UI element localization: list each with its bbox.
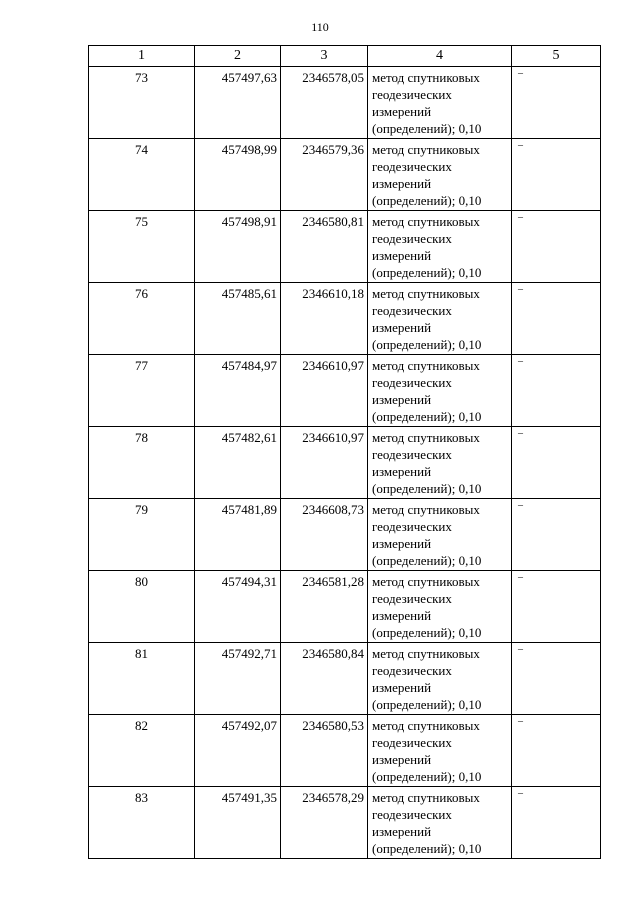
- method-line-2: геодезических: [372, 87, 452, 102]
- method-line-4: (определений); 0,10: [372, 193, 482, 208]
- table-row: [89, 715, 601, 787]
- note-cell: –: [512, 427, 601, 499]
- note-cell: –: [512, 715, 601, 787]
- method-line-1: метод спутниковых: [372, 718, 480, 733]
- point-number: 75: [89, 211, 195, 283]
- method-line-3: измерений: [372, 536, 432, 551]
- coordinate-y: 2346610,97: [281, 355, 368, 427]
- method-line-3: измерений: [372, 104, 432, 119]
- column-header-3: 3: [281, 46, 368, 67]
- method-line-2: геодезических: [372, 807, 452, 822]
- note-cell: –: [512, 787, 601, 859]
- table-row: [89, 499, 601, 571]
- table-row: [89, 427, 601, 499]
- coordinate-y: 2346610,97: [281, 427, 368, 499]
- method-line-4: (определений); 0,10: [372, 841, 482, 856]
- column-header-2: 2: [195, 46, 281, 67]
- coordinate-x: 457497,63: [195, 67, 281, 139]
- coordinate-y: 2346580,84: [281, 643, 368, 715]
- note-cell: –: [512, 139, 601, 211]
- method-line-1: метод спутниковых: [372, 646, 480, 661]
- point-number: 81: [89, 643, 195, 715]
- table-body: [89, 67, 601, 859]
- method-line-3: измерений: [372, 608, 432, 623]
- table-row: [89, 787, 601, 859]
- coordinate-y: 2346580,53: [281, 715, 368, 787]
- method-line-4: (определений); 0,10: [372, 625, 482, 640]
- method-line-4: (определений); 0,10: [372, 265, 482, 280]
- method-line-2: геодезических: [372, 663, 452, 678]
- method-description: [368, 643, 512, 715]
- method-description: [368, 715, 512, 787]
- method-line-4: (определений); 0,10: [372, 481, 482, 496]
- method-line-2: геодезических: [372, 447, 452, 462]
- note-cell: –: [512, 643, 601, 715]
- method-line-4: (определений); 0,10: [372, 409, 482, 424]
- method-line-1: метод спутниковых: [372, 214, 480, 229]
- coordinate-y: 2346579,36: [281, 139, 368, 211]
- method-line-1: метод спутниковых: [372, 358, 480, 373]
- method-line-2: геодезических: [372, 735, 452, 750]
- table-row: [89, 355, 601, 427]
- coordinates-table: [88, 45, 601, 859]
- column-header-5: 5: [512, 46, 601, 67]
- coordinate-x: 457492,71: [195, 643, 281, 715]
- method-description: [368, 283, 512, 355]
- method-line-2: геодезических: [372, 231, 452, 246]
- method-line-1: метод спутниковых: [372, 502, 480, 517]
- note-cell: –: [512, 499, 601, 571]
- method-line-1: метод спутниковых: [372, 286, 480, 301]
- table-row: [89, 571, 601, 643]
- note-cell: –: [512, 283, 601, 355]
- point-number: 73: [89, 67, 195, 139]
- method-line-1: метод спутниковых: [372, 142, 480, 157]
- coordinate-x: 457484,97: [195, 355, 281, 427]
- coordinate-x: 457494,31: [195, 571, 281, 643]
- method-description: [368, 499, 512, 571]
- table-row: [89, 211, 601, 283]
- point-number: 80: [89, 571, 195, 643]
- note-cell: –: [512, 67, 601, 139]
- point-number: 77: [89, 355, 195, 427]
- method-description: [368, 67, 512, 139]
- method-line-1: метод спутниковых: [372, 574, 480, 589]
- method-line-4: (определений); 0,10: [372, 697, 482, 712]
- method-line-1: метод спутниковых: [372, 430, 480, 445]
- point-number: 78: [89, 427, 195, 499]
- method-description: [368, 211, 512, 283]
- column-header-4: 4: [368, 46, 512, 67]
- point-number: 79: [89, 499, 195, 571]
- method-line-3: измерений: [372, 464, 432, 479]
- coordinate-x: 457491,35: [195, 787, 281, 859]
- method-line-3: измерений: [372, 824, 432, 839]
- method-description: [368, 139, 512, 211]
- method-line-3: измерений: [372, 176, 432, 191]
- point-number: 74: [89, 139, 195, 211]
- method-line-3: измерений: [372, 320, 432, 335]
- coordinate-x: 457482,61: [195, 427, 281, 499]
- table-header-row: [89, 46, 601, 67]
- method-description: [368, 571, 512, 643]
- method-line-4: (определений); 0,10: [372, 553, 482, 568]
- table-row: [89, 283, 601, 355]
- method-description: [368, 427, 512, 499]
- coordinate-y: 2346578,29: [281, 787, 368, 859]
- point-number: 83: [89, 787, 195, 859]
- point-number: 82: [89, 715, 195, 787]
- point-number: 76: [89, 283, 195, 355]
- method-line-4: (определений); 0,10: [372, 121, 482, 136]
- coordinate-y: 2346608,73: [281, 499, 368, 571]
- note-cell: –: [512, 355, 601, 427]
- coordinate-y: 2346610,18: [281, 283, 368, 355]
- table-row: [89, 643, 601, 715]
- coordinate-x: 457498,91: [195, 211, 281, 283]
- note-cell: –: [512, 211, 601, 283]
- method-line-2: геодезических: [372, 375, 452, 390]
- coordinate-x: 457498,99: [195, 139, 281, 211]
- method-description: [368, 355, 512, 427]
- table-row: [89, 139, 601, 211]
- table-row: [89, 67, 601, 139]
- coordinate-x: 457481,89: [195, 499, 281, 571]
- method-line-4: (определений); 0,10: [372, 337, 482, 352]
- coordinate-x: 457485,61: [195, 283, 281, 355]
- coordinate-x: 457492,07: [195, 715, 281, 787]
- coordinate-y: 2346581,28: [281, 571, 368, 643]
- method-line-3: измерений: [372, 248, 432, 263]
- coordinate-y: 2346580,81: [281, 211, 368, 283]
- method-line-3: измерений: [372, 392, 432, 407]
- method-line-2: геодезических: [372, 159, 452, 174]
- column-header-1: 1: [89, 46, 195, 67]
- method-description: [368, 787, 512, 859]
- method-line-1: метод спутниковых: [372, 790, 480, 805]
- method-line-3: измерений: [372, 680, 432, 695]
- page-number: 110: [311, 20, 329, 34]
- note-cell: –: [512, 571, 601, 643]
- method-line-4: (определений); 0,10: [372, 769, 482, 784]
- method-line-2: геодезических: [372, 519, 452, 534]
- method-line-2: геодезических: [372, 303, 452, 318]
- method-line-1: метод спутниковых: [372, 70, 480, 85]
- method-line-3: измерений: [372, 752, 432, 767]
- method-line-2: геодезических: [372, 591, 452, 606]
- coordinate-y: 2346578,05: [281, 67, 368, 139]
